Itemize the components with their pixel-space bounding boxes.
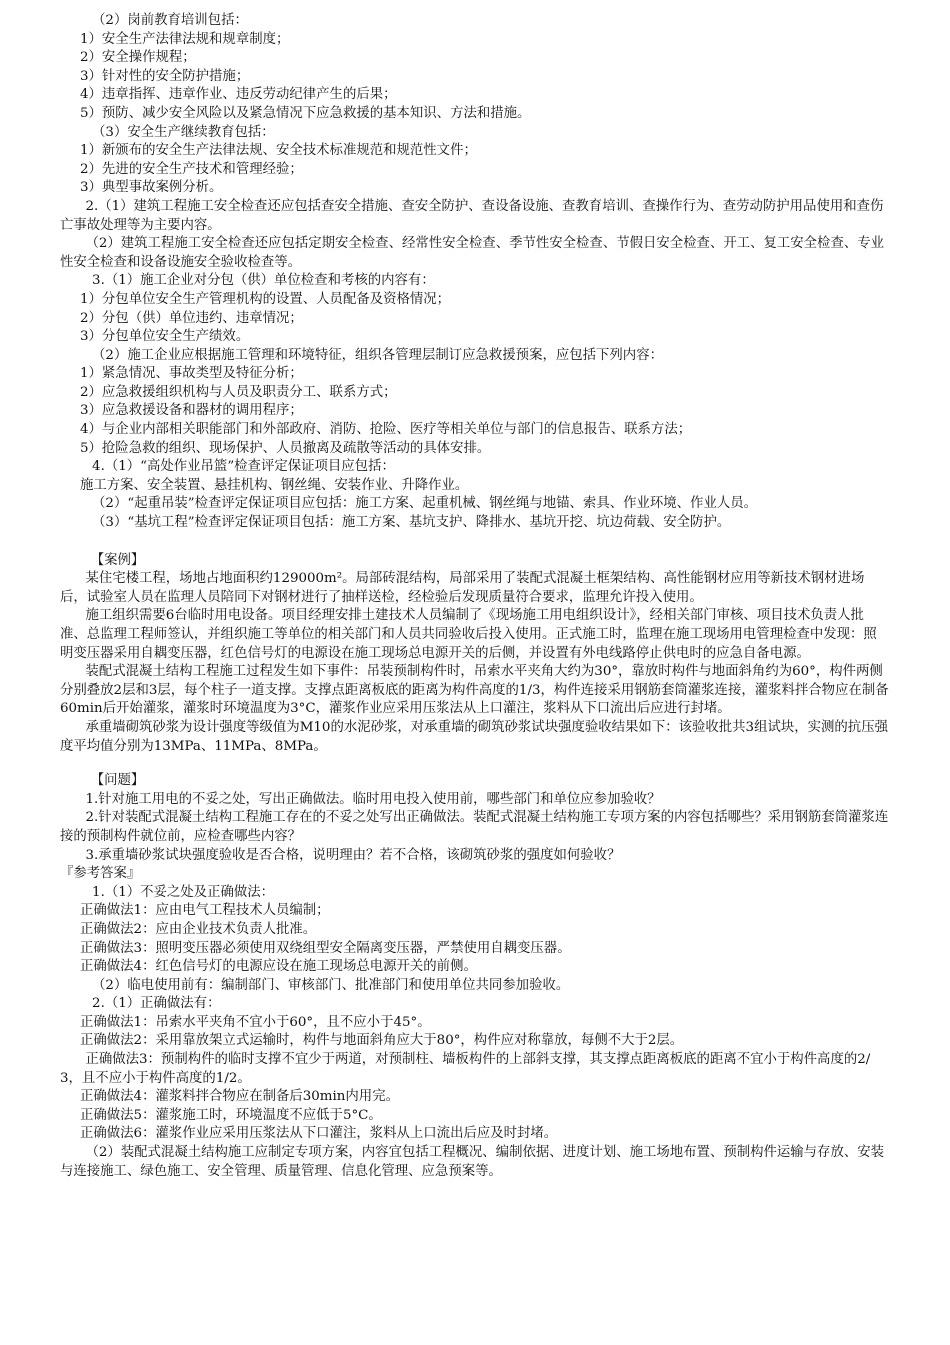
answers-paragraph: 『参考答案』 (60, 866, 141, 882)
requirements-paragraph: 4）违章指挥、违章作业、违反劳动纪律产生的后果； (80, 87, 397, 103)
questions-paragraph: 【问题】 (90, 773, 145, 789)
requirements-paragraph: 施工方案、安全装置、悬挂机构、钢丝绳、安装作业、升降作业。 (80, 477, 469, 493)
requirements-paragraph: 1）新颁布的安全生产法律法规、安全技术标准规范和规范性文件； (80, 143, 477, 159)
answers-paragraph: 正确做法1：应由电气工程技术人员编制； (80, 903, 330, 919)
document-page (60, 12, 890, 1181)
answers-paragraph: （2）临电使用前有：编制部门、审核部门、批准部门和使用单位共同参加验收。 (92, 977, 570, 993)
answers-paragraph: 2.（1）正确做法有： (92, 996, 221, 1012)
answers-paragraph: 正确做法2：应由企业技术负责人批准。 (80, 921, 317, 937)
requirements-paragraph: 1）安全生产法律法规和规章制度； (80, 31, 290, 47)
answers-paragraph: 正确做法1：吊索水平夹角不宜小于60°，且不应小于45°。 (80, 1014, 431, 1030)
answers-paragraph: 正确做法5：灌浆施工时，环境温度不应低于5°C。 (80, 1107, 382, 1123)
requirements-paragraph: 3）应急救援设备和器材的调用程序； (80, 403, 303, 419)
requirements-paragraph: 3）针对性的安全防护措施； (80, 68, 250, 84)
requirements-paragraph: 4.（1）“高处作业吊篮”检查评定保证项目应包括： (92, 459, 395, 475)
requirements-paragraph: 2）安全操作规程； (80, 50, 196, 66)
section-questions (60, 772, 890, 865)
requirements-paragraph: 2）应急救援组织机构与人员及职责分工、联系方式； (80, 384, 397, 400)
answers-paragraph: 正确做法3：照明变压器必须使用双绕组型安全隔离变压器，严禁使用自耦变压器。 (80, 940, 571, 956)
requirements-paragraph: 1）紧急情况、事故类型及特征分析； (80, 366, 303, 382)
requirements-paragraph: 2.（1）建筑工程施工安全检查还应包括查安全措施、查安全防护、查设备设施、查教育培训、查操作行为、查劳动防护用品使用和查伤亡事故处理等为主要内容。 (60, 198, 884, 233)
requirements-paragraph: （3）“基坑工程”检查评定保证项目包括：施工方案、基坑支护、降排水、基坑开挖、坑边荷载、安全防护。 (92, 515, 731, 531)
requirements-paragraph: 2）先进的安全生产技术和管理经验； (80, 161, 303, 177)
requirements-paragraph: 3）分包单位安全生产绩效。 (80, 329, 250, 345)
section-case (60, 552, 890, 757)
requirements-paragraph: （2）建筑工程施工安全检查还应包括定期安全检查、经常性安全检查、季节性安全检查、节假日安全检查、开工、复工安全检查、专业性安全检查和设备设施安全验收检查等。 (60, 236, 885, 270)
requirements-paragraph: （2）施工企业应根据施工管理和环境特征，组织各管理层制订应急救援预案，应包括下列内容： (92, 347, 663, 363)
requirements-paragraph: 4）与企业内部相关职能部门和外部政府、消防、抢险、医疗等相关单位与部门的信息报告、联系方法； (80, 422, 692, 438)
requirements-paragraph: （2）岗前教育培训包括： (92, 13, 248, 28)
case-paragraph: 承重墙砌筑砂浆为设计强度等级值为M10的水泥砂浆，对承重墙的砌筑砂浆试块强度验收结果如下：该验收批共3组试块，实测的抗压强度平均值分别为13MPa、11MPa、8MPa。 (60, 719, 888, 754)
questions-paragraph: 3.承重墙砂浆试块强度验收是否合格，说明理由？若不合格，该砌筑砂浆的强度如何验收？ (85, 847, 621, 863)
case-paragraph: 【案例】 (90, 552, 145, 568)
section-requirements (60, 12, 890, 533)
questions-paragraph: 2.针对装配式混凝土结构工程施工存在的不妥之处写出正确做法。装配式混凝土结构施工专项方案的内容包括哪些？采用钢筋套筒灌浆连接的预制构件就位前，应检查哪些内容？ (60, 810, 889, 844)
requirements-paragraph: （3）安全生产继续教育包括： (92, 124, 275, 140)
answers-paragraph: 正确做法4：灌浆料拌合物应在制备后30min内用完。 (80, 1089, 399, 1105)
case-paragraph: 装配式混凝土结构工程施工过程发生如下事件：吊装预制构件时，吊索水平夹角大约为30°，靠放时构件与地面斜角约为60°，构件两侧分别叠放2层和3层，每个柱子一道支撑。支撑点距离板底的距离为构件高度的1/3，构件连接采用钢筋套筒灌浆连接，灌浆料拌合物应在制备60min后开始灌浆，灌浆时环境温度为3°C，灌浆作业应采用压浆法从上口灌注，浆料从下口流出后应进行封堵。 (60, 664, 889, 717)
requirements-paragraph: 3）典型事故案例分析。 (80, 180, 223, 196)
answers-paragraph: 正确做法2：采用靠放架立式运输时，构件与地面斜角应大于80°，构件应对称靠放，每侧不大于2层。 (80, 1033, 684, 1049)
requirements-paragraph: 1）分包单位安全生产管理机构的设置、人员配备及资格情况； (80, 291, 451, 307)
answers-paragraph: 正确做法3：预制构件的临时支撑不宜少于两道，对预制柱、墙板构件的上部斜支撑，其支撑点距离板底的距离不宜小于构件高度的2/3，且不应小于构件高度的1/2。 (60, 1052, 871, 1086)
requirements-paragraph: 3.（1）施工企业对分包（供）单位检查和考核的内容有： (92, 273, 435, 289)
case-paragraph: 某住宅楼工程，场地占地面积约129000m²。局部砖混结构，局部采用了装配式混凝土框架结构、高性能钢材应用等新技术钢材进场后，试验室人员在监理人员陪同下对钢材进行了抽样送检，经检验后发现质量符合要求，监理允许投入使用。 (60, 571, 865, 605)
answers-paragraph: 正确做法4：红色信号灯的电源应设在施工现场总电源开关的前侧。 (80, 959, 477, 975)
answers-paragraph: （2）装配式混凝土结构施工应制定专项方案，内容宜包括工程概况、编制依据、进度计划、施工场地布置、预制构件运输与存放、安装与连接施工、绿色施工、安全管理、质量管理、信息化管理、应急预案等。 (60, 1145, 885, 1179)
questions-paragraph: 1.针对施工用电的不妥之处，写出正确做法。临时用电投入使用前，哪些部门和单位应参加验收？ (85, 791, 661, 807)
requirements-paragraph: 2）分包（供）单位违约、违章情况； (80, 310, 303, 326)
case-paragraph: 施工组织需要6台临时用电设备。项目经理安排土建技术人员编制了《现场施工用电组织设计》，经相关部门审核、项目技术负责人批准、总监理工程师签认，并组织施工等单位的相关部门和人员共同验收后投入使用。正式施工时，监理在施工现场用电管理检查中发现：照明变压器采用自耦变压器，红色信号灯的电源设在施工现场总电源开关的后侧，并设置有外电线路停止供电时的应急自备电源。 (60, 608, 877, 661)
requirements-paragraph: 5）抢险急救的组织、现场保护、人员撤离及疏散等活动的具体安排。 (80, 440, 491, 456)
answers-paragraph: 1.（1）不妥之处及正确做法： (92, 884, 275, 900)
answers-paragraph: 正确做法6：灌浆作业应采用压浆法从下口灌注，浆料从上口流出后应及时封堵。 (80, 1126, 558, 1142)
requirements-paragraph: （2）“起重吊装”检查评定保证项目应包括：施工方案、起重机械、钢丝绳与地锚、索具、作业环境、作业人员。 (92, 496, 758, 512)
requirements-paragraph: 5）预防、减少安全风险以及紧急情况下应急救援的基本知识、方法和措施。 (80, 105, 531, 121)
section-answers (60, 865, 890, 1181)
